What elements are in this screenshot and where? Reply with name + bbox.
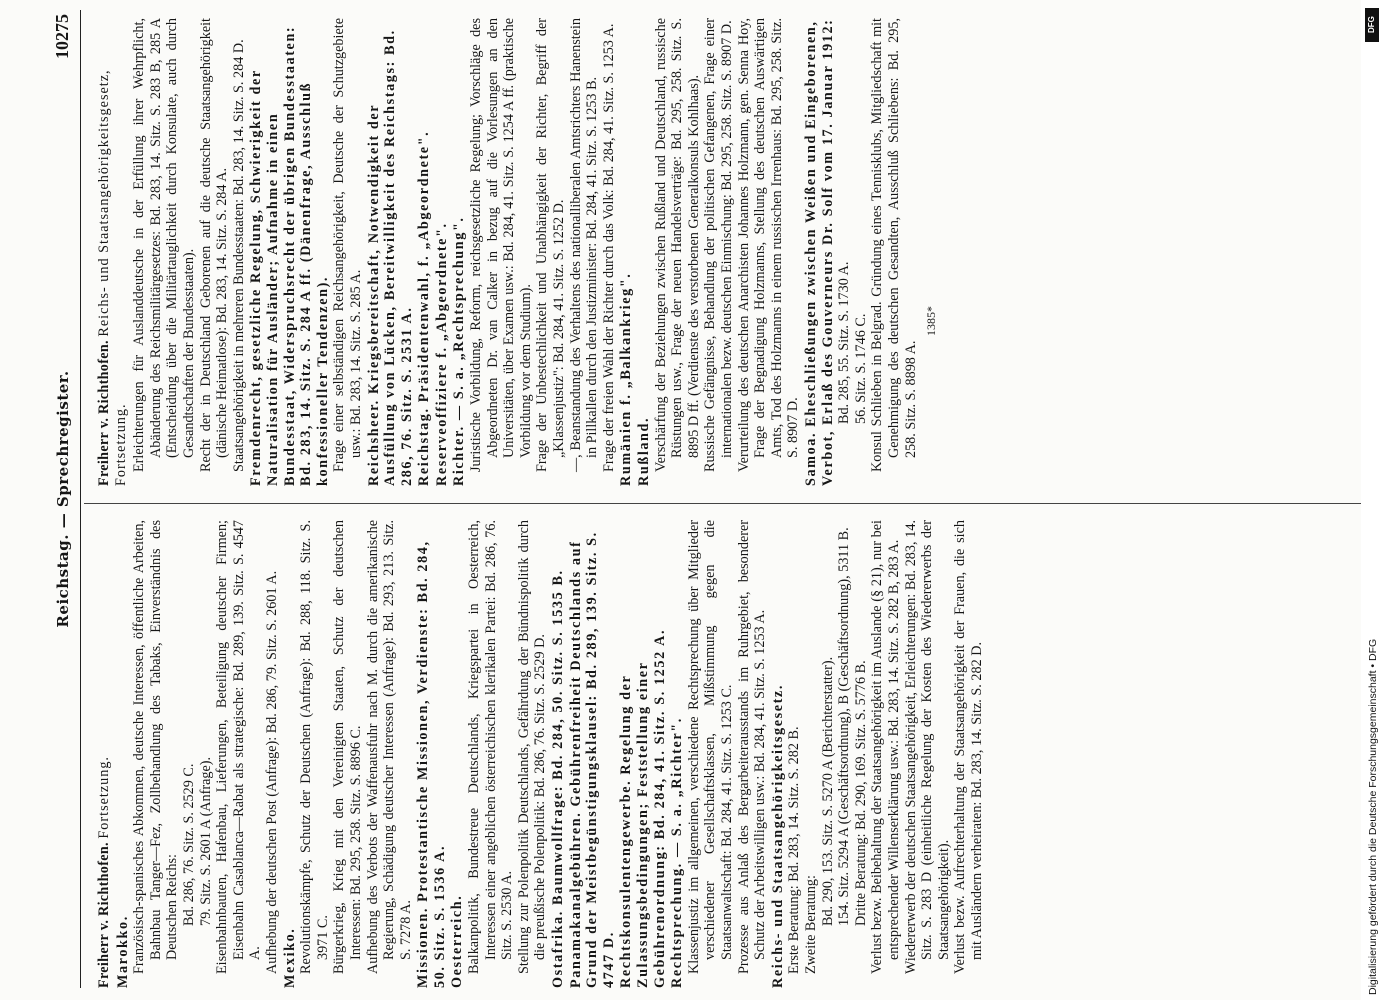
register-entry: Erste Beratung: Bd. 283, 14. Sitz. S. 282 B.	[786, 726, 803, 974]
register-entry: Zweite Beratung:	[802, 875, 819, 974]
register-heading: Reichs- und Staatsangehörigkeitsgesetz.	[769, 684, 786, 988]
register-entry: Frage einer selbständigen Reichsangehörigkeit, Deutsche der Schutzgebiete usw.: Bd. 283, 14. Sitz. S. 285 A.	[331, 18, 364, 472]
continuation-note: Reichs- und Staatsangehörigkeitsgesetz, Fortsetzung.	[96, 69, 129, 486]
register-heading: Panamakanalgebühren. Gebührenfreiheit Deutschlands auf Grund der Meistbegünstigungsklausel: Bd. 289, 139. Sitz. S. 4747 D.	[567, 531, 617, 988]
register-entry: Klassenjustiz im allgemeinen, verschiedene Rechtsprechung über Mitglieder verschiedener Gesellschaftsklassen, Mißstimmung gegen die Staatsanwaltschaft: Bd. 284, 41. Sitz. S. 1253 C.	[685, 520, 735, 974]
register-entry: Recht der in Deutschland Geborenen auf die deutsche Staatsangehörigkeit (dänische Heimatlose): Bd. 283, 14. Sitz. S. 284 A.	[197, 18, 231, 472]
register-entry: Französisch-spanisches Abkommen, deutsche Interessen, öffentliche Arbeiten, Bahnbau Tanger—Fez, Zollbehandlung des Tabaks, Einverständnis des Deutschen Reichs:	[131, 520, 181, 974]
register-heading: Fremdenrecht, gesetzliche Regelung, Schwierigkeit der Naturalisation für Ausländer; Aufnahme in einen Bundesstaat, Widerspruchsrecht der übrigen Bundesstaaten: Bd. 283, 14. Sitz. S. 284 A ff. (Dänenfrage, Ausschluß konfessioneller Tendenzen).	[248, 25, 331, 486]
register-entry: Revolutionskämpfe, Schutz der Deutschen (Anfrage): Bd. 288, 118. Sitz. S. 3971 C.	[298, 520, 331, 974]
register-heading: Ostafrika. Baumwollfrage: Bd. 284, 50. Sitz. S. 1535 B.	[550, 569, 567, 988]
register-heading: Samoa. Eheschließungen zwischen Weißen und Eingeborenen, Verbot, Erlaß des Gouverneurs Dr. Solf vom 17. Januar 1912:	[802, 18, 836, 486]
register-heading: Rechtsprechung. — S. a. „Richter".	[669, 717, 686, 988]
register-entry: Bd. 285, 55. Sitz. S. 1730 A.	[836, 261, 853, 424]
register-entry: Wiedererwerb der deutschen Staatsangehörigkeit, Erleichterungen: Bd. 283, 14. Sitz. S. 283 D (einheitliche Regelung der Kosten des Wiedererwerbs der Staatsangehörigkeit).	[902, 520, 952, 974]
footer-mark: 1385*	[924, 306, 939, 336]
column-divider	[84, 503, 1383, 504]
register-heading: Rußland.	[636, 416, 652, 486]
left-column	[96, 520, 1383, 988]
register-entry: Aufhebung der deutschen Post (Anfrage): Bd. 286, 79. Sitz. S. 2601 A.	[263, 570, 280, 974]
register-entry: Frage der freien Wahl der Richter durch das Volk: Bd. 284, 41. Sitz. S. 1253 A.	[600, 23, 617, 472]
register-entry: Dritte Beratung: Bd. 290, 169. Sitz. S. 5776 B.	[852, 660, 869, 926]
register-entry: Eisenbahnbauten, Hafenbau, Lieferungen, Beteiligung deutscher Firmen; Eisenbahn Casablanca—Rabat als strategische: Bd. 289, 139. Sitz. S. 4547 A.	[214, 520, 264, 974]
speaker-name: Freiherr v. Richthofen.	[96, 340, 112, 486]
dfg-logo: DFG	[1365, 8, 1379, 42]
left-entries	[115, 520, 986, 988]
register-heading: Marokko.	[114, 915, 131, 988]
register-heading: Missionen. Protestantische Missionen, Verdienste: Bd. 284, 50. Sitz. S. 1536 A.	[415, 540, 448, 988]
register-entry: Staatsangehörigkeit in mehreren Bundesstaaten: Bd. 283, 14. Sitz. S. 284 D.	[230, 39, 247, 472]
register-entry: 154. Sitz. 5294 A (Geschäftsordnung), B (Geschäftsordnung), 5311 B.	[836, 527, 853, 926]
register-heading: Richter. — S. a. „Rechtsprechung".	[451, 216, 468, 486]
register-entry: Bürgerkrieg, Krieg mit den Vereinigten Staaten, Schutz der deutschen Interessen: Bd. 295, 258. Sitz. S. 8896 C.	[331, 520, 364, 974]
rotated-printed-page	[50, 10, 1383, 988]
register-entry: Prozesse aus Anlaß des Bergarbeiterausstands im Ruhrgebiet, besonderer Schutz der Arbeitswilligen usw.: Bd. 284, 41. Sitz. S. 1253 A.	[735, 520, 769, 974]
column-heading	[96, 520, 113, 988]
register-entry: Russische Gefängnisse, Behandlung der politischen Gefangenen, Frage einer internationalen bezw. deutschen Einmischung: Bd. 295, 258. Sitz. S. 8907 D.	[702, 18, 735, 472]
register-entry: Verschärfung der Beziehungen zwischen Rußland und Deutschland, russische Rüstungen usw., Frage der neuen Handelsverträge: Bd. 295, 258. Sitz. S. 8895 D ff. (Verdienste des verstorbenen Generalkonsuls Kohlhaas).	[652, 18, 702, 472]
register-entry: —, Beanstandung des Verhaltens des nationalliberalen Amtsrichters Hanenstein in Pillkallen durch den Justizminister: Bd. 284, 41. Sitz. S. 1253 B.	[567, 18, 601, 472]
register-heading: Mexiko.	[281, 927, 298, 988]
register-entry: Juristische Vorbildung, Reform, reichsgesetzliche Regelung; Vorschläge des Abgeordneten Dr. van Calker in bezug auf die Vorlesungen an den Universitäten, über Examen usw.: Bd. 284, 41. Sitz. S. 1254 A ff. (praktische Vorbildung vor dem Studium).	[468, 18, 534, 472]
continuation-note: Fortsetzung.	[96, 756, 112, 839]
register-heading: Reichsheer. Kriegsbereitschaft, Notwendigkeit der Ausfüllung von Lücken, Bereitwilligkeit des Reichstags: Bd. 286, 76. Sitz. S. 2531 A.	[365, 29, 415, 486]
register-entry: 79. Sitz. S. 2601 A (Anfrage).	[197, 756, 214, 926]
register-heading: Rumänien f. „Balkankrieg".	[618, 272, 635, 486]
speaker-name: Freiherr v. Richthofen.	[96, 842, 112, 988]
column-heading	[96, 18, 129, 486]
register-heading: Reserveoffiziere f. „Abgeordnete".	[433, 222, 450, 486]
register-entry: Erleichterungen für Auslanddeutsche in der Erfüllung ihrer Wehrpflicht, Abänderung des Reichsmilitärgesetzes: Bd. 283, 14. Sitz. S. 283 B, 285 A (Entscheidung über die Militärtauglichkeit durch Konsulate, auch durch Gesandtschaften der Bundesstaaten).	[131, 18, 197, 472]
register-entry: 56. Sitz. S. 1746 C.	[852, 313, 869, 424]
register-entry: Frage der Unbestechlichkeit und Unabhängigkeit der Richter, Begriff der „Klassenjustiz": Bd. 284, 41. Sitz. S. 1252 D.	[534, 18, 568, 472]
register-entry: Aufhebung des Verbots der Waffenausfuhr nach M. durch die amerikanische Regierung, Schädigung deutscher Interessen (Anfrage): Bd. 293, 213. Sitz. S. 7278 A.	[364, 520, 414, 974]
header-rule	[80, 10, 81, 988]
register-entry: Verlust bezw. Aufrechterhaltung der Staatsangehörigkeit der Frauen, die sich mit Ausländern verheiraten: Bd. 283, 14. Sitz. S. 282 D.	[952, 520, 985, 974]
register-entry: Konsul Schlieben in Belgrad. Gründung eines Tennisklubs, Mitgliedschaft mit Genehmigung des deutschen Gesandten, Ausschluß Schliebens: Bd. 295, 258. Sitz. S. 8898 A.	[869, 18, 919, 472]
register-entry: Bd. 286, 76. Sitz. S. 2529 C.	[180, 763, 197, 926]
page-header	[50, 10, 90, 988]
digitization-notice: Digitalisierung gefördert durch die Deutsche Forschungsgemeinschaft • DFG	[1367, 638, 1379, 995]
register-heading: Rechtskonsulentengewerbe. Regelung der Zulassungsbedingungen; Feststellung einer Gebührenordnung: Bd. 284, 41. Sitz. S. 1252 A.	[618, 628, 668, 988]
register-entry: Stellung zur Polenpolitik Deutschlands, Gefährdung der Bündnispolitik durch die preußische Polenpolitik: Bd. 286, 76. Sitz. S. 2529 D.	[515, 520, 549, 974]
register-entry: Balkanpolitik, Bundestreue Deutschlands, Kriegspartei in Oesterreich, Interessen einer angeblichen österreichischen klerikalen Partei: Bd. 286, 76. Sitz. S. 2530 A.	[466, 520, 516, 974]
register-entry: Bd. 290, 153. Sitz. S. 5270 A (Berichterstatter).	[819, 656, 836, 926]
register-heading: Oesterreich.	[449, 894, 466, 988]
right-entries	[131, 18, 919, 486]
register-entry: Verurteilung des deutschen Anarchisten Johannes Holzmann, gen. Senna Hoy, Frage der Begnadigung Holzmanns, Stellung des deutschen Auswärtigen Amts, Tod des Holzmanns in einem russischen Irrenhaus: Bd. 295, 258. Sitz. S. 8907 D.	[735, 18, 802, 472]
register-heading: Reichstag. Präsidentenwahl, f. „Abgeordnete".	[416, 130, 433, 486]
register-entry: Verlust bezw. Beibehaltung der Staatsangehörigkeit im Auslande (§ 21), nur bei entsprechender Willenserklärung usw.: Bd. 283, 14. Sitz. S. 282 B, 283 A.	[869, 520, 902, 974]
running-head: Reichstag. — Sprechregister.	[54, 370, 72, 628]
right-column	[96, 18, 1383, 486]
page-number: 10275	[52, 14, 72, 59]
